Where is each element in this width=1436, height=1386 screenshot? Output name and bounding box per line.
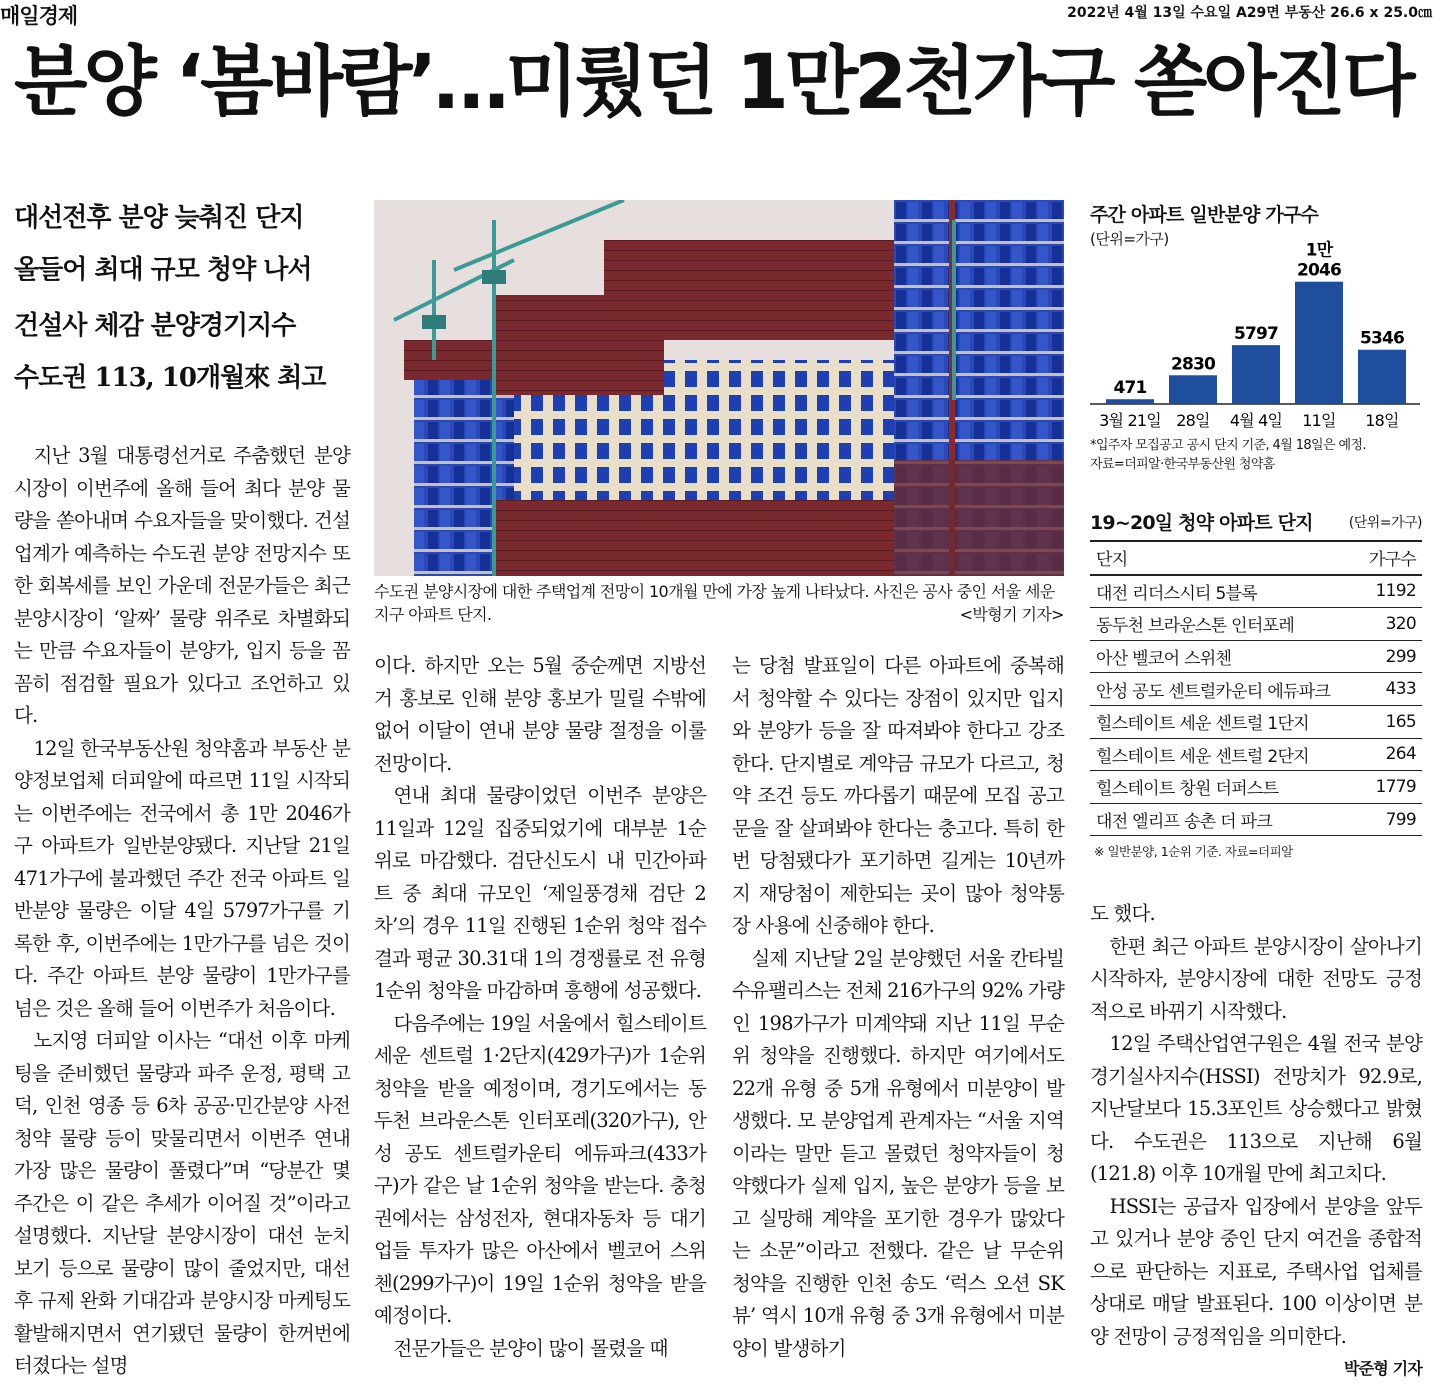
chart-title: 주간 아파트 일반분양 가구수 [1090,204,1319,226]
chart-unit: (단위=가구) [1090,230,1169,248]
table-row [1090,673,1422,706]
chart-category-label: 18일 [1365,411,1399,430]
chart-data-label: 5346 [1359,328,1405,349]
chart-category-label: 3월 21일 [1099,411,1161,430]
table-cell-name: 대전 리더스시티 5블록 [1090,575,1358,608]
table-cell-name: 동두천 브라운스톤 인터포레 [1090,608,1358,641]
article-column-1 [14,440,350,1383]
table-cell-name: 힐스테이트 세운 센트럴 1단지 [1090,705,1358,738]
paragraph [1090,1191,1422,1378]
table-header-row [1090,541,1422,575]
article-column-2 [374,650,706,1365]
table-note: ※ 일반분양, 1순위 기준. 자료=더피알 [1094,844,1293,859]
table-row [1090,640,1422,673]
paragraph: 는 당첨 발표일이 다른 아파트에 중복해서 청약할 수 있다는 장점이 있지만 입지와 분양가 등을 잘 따져봐야 한다고 강조한다. 단지별로 계약금 규모가 다르고, 청약 조건 등도 까다롭기 때문에 모집 공고문을 잘 살펴봐야 한다는 충고다. 특히 한 번 당첨됐다가 포기하면 길게는 10년까지 재당첨이 제한되는 곳이 많아 청약통장 사용에 신중해야 한다. [732,654,1064,937]
chart-bar [1358,350,1406,404]
table-row [1090,803,1422,836]
table-cell-count: 299 [1358,640,1422,673]
paragraph: 전문가들은 분양이 많이 몰렸을 때 [393,1336,668,1360]
table-row [1090,738,1422,771]
subhead: 건설사 체감 분양경기지수 [14,311,296,341]
table-row [1090,771,1422,804]
table-cell-name: 아산 벨코어 스위첸 [1090,640,1358,673]
chart-category-label: 11일 [1302,411,1336,430]
chart-category-label: 4월 4일 [1229,411,1283,430]
table-cell-count: 799 [1358,803,1422,836]
newspaper-logo: 매일경제 [0,4,78,28]
table-cell-count: 264 [1358,738,1422,771]
table-cell-count: 165 [1358,705,1422,738]
construction-photo-illustration [374,200,1064,576]
chart-bar [1169,375,1217,404]
table-cell-name: 힐스테이트 세운 센트럴 2단지 [1090,738,1358,771]
paragraph: 실제 지난달 2일 분양했던 서울 칸타빌 수유팰리스는 전체 216가구의 92% 가량인 198가구가 미계약돼 지난 11일 무순위 청약을 진행했다. 하지만 여기에서도 22개 유형 중 5개 유형에서 미분양이 발생했다. 모 분양업계 관계자는 “서울 지역이라는 말만 듣고 몰렸던 청약자들이 청약했다가 실제 입지, 높은 분양가 등을 보고 실망해 계약을 포기한 경우가 많았다는 소문”이라고 전했다. 같은 날 무순위 청약을 진행한 인천 송도 ‘럭스 오션 SK뷰’ 역시 10개 유형 중 3개 유형에서 미분양이 발생하기 [732,946,1064,1360]
byline: 박준형 기자 [1343,1359,1422,1378]
chart-note [1090,436,1366,474]
table-header-cell: 단지 [1090,541,1358,575]
chart-bar [1232,345,1280,404]
subhead: 대선전후 분양 늦춰진 단지 [14,203,304,233]
caption-text: 수도권 분양시장에 대한 주택업계 전망이 10개월 만에 가장 높게 나타났다. 사진은 공사 중인 서울 세운지구 아파트 단지. [374,582,1055,624]
article-column-4 [1090,898,1422,1386]
table-row [1090,608,1422,641]
chart-category-label: 28일 [1176,411,1210,430]
paragraph: 연내 최대 물량이었던 이번주 분양은 11일과 12일 집중되었기에 대부분 1순위로 마감했다. 검단신도시 내 민간아파트 중 최대 규모인 ‘제일풍경채 검단 2차’의 경우 11일 진행된 1순위 청약 접수 결과 평균 30.31대 1의 경쟁률로 전 유형 1순위 청약을 마감하며 흥행에 성공했다. [374,784,706,1002]
chart-bar [1295,282,1343,404]
paragraph: 이다. 하지만 오는 5월 중순께면 지방선거 홍보로 인해 분양 홍보가 밀릴 수밖에 없어 이달이 연내 분양 물량 절정을 이룰 전망이다. [374,654,706,775]
paragraph: 다음주에는 19일 서울에서 힐스테이트 세운 센트럴 1·2단지(429가구)가 1순위 청약을 받을 예정이며, 경기도에서는 동두천 브라운스톤 인터포레(320가구), 안성 공도 센트럴카운티 에듀파크(433가구)가 같은 날 1순위 청약을 받는다. 충청권에서는 삼성전자, 현대자동차 등 대기업들 투자가 많은 아산에서 벨코어 스위첸(299가구)이 19일 1순위 청약을 받을 예정이다. [374,1011,706,1327]
table-cell-count: 1779 [1358,771,1422,804]
headline: 분양 ‘봄바람’…미뤘던 1만2천가구 쏟아진다 [14,37,1412,126]
table-cell-count: 1192 [1358,575,1422,608]
construction-photo [374,200,1064,576]
subheads [14,192,359,404]
chart-footnote: *입주자 모집공고 공시 단지 기준, 4월 18일은 예정. [1090,438,1366,453]
table-row [1090,705,1422,738]
photo-credit: <박형기 기자> [959,605,1064,624]
table-cell-count: 433 [1358,673,1422,706]
table-unit: (단위=가구) [1348,515,1422,531]
paragraph: 12일 한국부동산원 청약홈과 부동산 분양정보업체 더피알에 따르면 11일 시작되는 이번주에는 전국에서 총 1만 2046가구 아파트가 일반분양됐다. 지난달 21일 471가구에 불과했던 주간 전국 아파트 일반분양 물량은 이달 4일 5797가구를 기록한 후, 이번주에는 1만가구를 넘은 것이다. 주간 아파트 분양 물량이 1만가구를 넘은 것은 올해 들어 이번주가 처음이다. [14,736,350,1020]
date-line: 2022년 4월 13일 수요일 A29면 부동산 26.6 x 25.0㎝ [1067,5,1432,21]
table-cell-name: 힐스테이트 창원 더퍼스트 [1090,771,1358,804]
chart-data-label: 2046 [1296,260,1342,281]
chart-bar [1106,399,1154,404]
paragraph: 12일 주택산업연구원은 4월 전국 분양경기실사지수(HSSI) 전망치가 92.9로, 지난달보다 15.3포인트 상승했다고 밝혔다. 수도권은 113으로 지난해 6월(121.8) 이후 10개월 만에 최고치다. [1090,1032,1422,1185]
subhead: 올들어 최대 규모 청약 나서 [14,255,312,285]
table-cell-name: 대전 엘리프 송촌 더 파크 [1090,803,1358,836]
chart-data-label: 1만 [1305,240,1333,261]
chart-source: 자료=더피알·한국부동산원 청약홈 [1090,457,1275,472]
paragraph: 지난 3월 대통령선거로 주춤했던 분양시장이 이번주에 올해 들어 최다 분양 물량을 쏟아내며 수요자들을 맞이했다. 건설업계가 예측하는 수도권 분양 전망지수 또한 회복세를 보인 가운데 전문가들은 최근 분양시장이 ‘알짜’ 물량 위주로 차별화되는 만큼 수요자들이 분양가, 입지 등을 꼼꼼히 점검할 필요가 있다고 조언하고 있다. [14,444,350,727]
bar-chart [1090,226,1426,434]
table-cell-count: 320 [1358,608,1422,641]
table-header-cell: 가구수 [1358,541,1422,575]
article-column-3 [732,650,1064,1365]
paragraph-text: HSSI는 공급자 입장에서 분양을 앞두고 있거나 분양 중인 단지 여건을 종합적으로 판단하는 지표로, 주택사업 업체를 상대로 매달 발표된다. 100 이상이면 분양 전망이 긍정적임을 의미한다. [1090,1194,1422,1348]
paragraph: 한편 최근 아파트 분양시장이 살아나기 시작하자, 분양시장에 대한 전망도 긍정적으로 바뀌기 시작했다. [1090,934,1422,1023]
chart-data-label: 471 [1113,378,1147,399]
paragraph: 도 했다. [1090,902,1155,925]
complex-table [1090,540,1422,836]
photo-caption [374,580,1064,626]
subhead: 수도권 113, 10개월來 최고 [14,363,326,393]
chart-data-label: 5797 [1233,324,1279,345]
paragraph: 노지영 더피알 이사는 “대선 이후 마케팅을 준비했던 물량과 파주 운정, 평택 고덕, 인천 영종 등 6차 공공·민간분양 사전청약 물량 등이 맞물리면서 이번주 연내 가장 많은 물량이 풀렸다”며 “당분간 몇 주간은 이 같은 추세가 이어질 것”이라고 설명했다. 지난달 분양시장이 대선 눈치 보기 등으로 물량이 많이 줄었지만, 대선 후 규제 완화 기대감과 분양시장 마케팅도 활발해지면서 연기됐던 물량이 한꺼번에 터졌다는 설명 [14,1029,350,1377]
table-title: 19~20일 청약 아파트 단지 [1090,512,1313,534]
table-row [1090,575,1422,608]
chart-data-label: 2830 [1170,354,1216,375]
table-cell-name: 안성 공도 센트럴카운티 에듀파크 [1090,673,1358,706]
